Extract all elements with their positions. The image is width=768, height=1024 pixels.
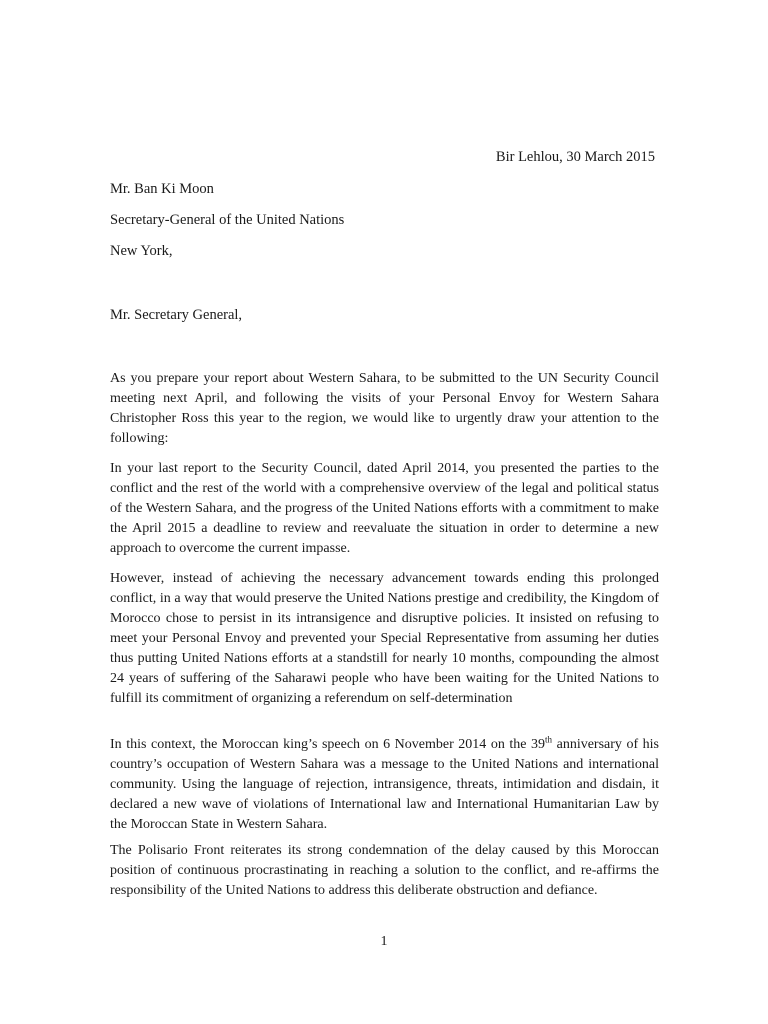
recipient-city: New York,	[110, 243, 173, 259]
paragraph-2: In your last report to the Security Council, dated April 2014, you presented the parties to the conflict and the rest of the world with a comprehensive overview of the legal and political status of the Western Sahara, and the progress of the United Nations efforts with a commitment to make the April 2015 a deadline to review and reevaluate the situation in order to determine a new approach to overcome the current impasse.	[110, 461, 659, 556]
paragraph-4	[110, 735, 659, 835]
paragraph-4-start: In this context, the Moroccan king’s speech on 6 November 2014 on the 39	[110, 737, 546, 752]
ordinal-suffix: th	[545, 734, 553, 745]
recipient-title: Secretary-General of the United Nations	[110, 212, 345, 228]
paragraph-5: The Polisario Front reiterates its strong condemnation of the delay caused by this Moroccan position of continuous procrastinating in reaching a solution to the conflict, and re-affirms the responsibility of the United Nations to address this deliberate obstruction and defiance.	[110, 843, 659, 898]
salutation: Mr. Secretary General,	[110, 307, 243, 323]
page-number: 1	[380, 934, 388, 949]
paragraph-3: However, instead of achieving the necessary advancement towards ending this prolonged conflict, in a way that would preserve the United Nations prestige and credibility, the Kingdom of Morocco chose to persist in its intransigence and disruptive policies. It insisted on refusing to meet your Personal Envoy and prevented your Special Representative from assuming her duties thus putting United Nations efforts at a standstill for nearly 10 months, compounding the almost 24 years of suffering of the Saharawi people who have been waiting for the United Nations to fulfill its commitment of organizing a referendum on self-determination	[110, 571, 659, 706]
paragraph-1: As you prepare your report about Western Sahara, to be submitted to the UN Security Council meeting next April, and following the visits of your Personal Envoy for Western Sahara Christopher Ross this year to the region, we would like to urgently draw your attention to the following:	[110, 371, 659, 446]
recipient-name: Mr. Ban Ki Moon	[110, 181, 214, 197]
place-date: Bir Lehlou, 30 March 2015	[495, 149, 655, 165]
paragraph-4-rest: anniversary of his country’s occupation of Western Sahara was a message to the United Nations and international community. Using the language of rejection, intransigence, threats, intimidation and disdain, it declared a new wave of violations of International law and International Humanitarian Law by the Moroccan State in Western Sahara.	[110, 737, 659, 832]
